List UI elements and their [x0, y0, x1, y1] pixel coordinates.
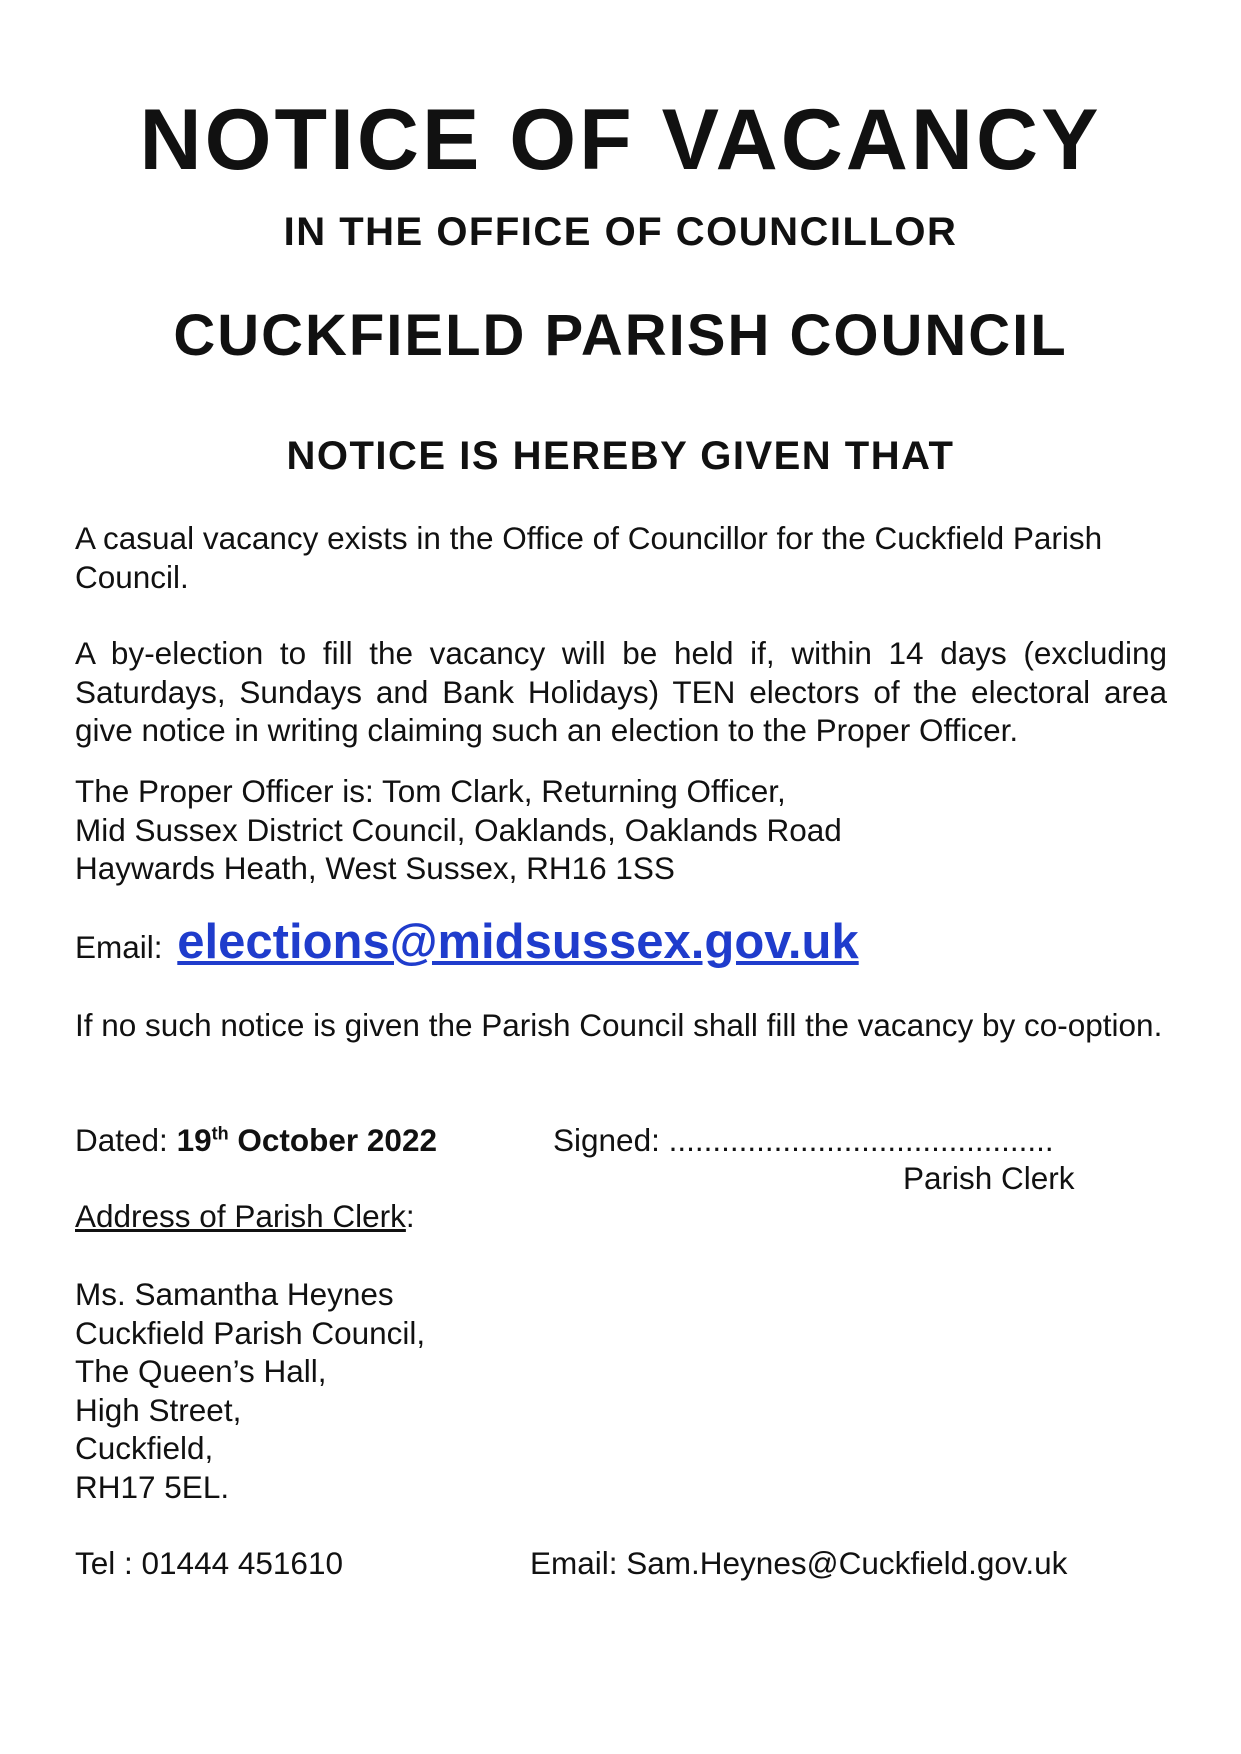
date-suffix: th: [211, 1123, 229, 1144]
council-name: CUCKFIELD PARISH COUNCIL: [173, 303, 1068, 368]
elections-email-line: [75, 912, 1167, 977]
clerk-email: Email: Sam.Heynes@Cuckfield.gov.uk: [530, 1545, 1068, 1581]
vacancy-paragraph: A casual vacancy exists in the Office of Councillor for the Cuckfield Parish Council.: [75, 520, 1103, 595]
proper-officer-line: The Proper Officer is: Tom Clark, Returning Officer,: [75, 773, 786, 809]
clerk-telephone: Tel : 01444 451610: [75, 1545, 343, 1581]
address-heading: [75, 1197, 1167, 1236]
signatory-role: Parish Clerk: [903, 1160, 1075, 1196]
dated-label: Dated:: [75, 1122, 168, 1158]
proper-officer-block: [75, 772, 1167, 888]
page-title: NOTICE OF VACANCY: [139, 92, 1102, 188]
email-label: Email:: [75, 929, 163, 965]
elections-email-link[interactable]: elections@midsussex.gov.uk: [177, 915, 859, 969]
address-line: Cuckfield,: [75, 1430, 214, 1466]
address-line: Cuckfield Parish Council,: [75, 1314, 426, 1351]
by-election-paragraph: A by-election to fill the vacancy will be held if, within 14 days (excluding Saturdays, Sundays and Bank Holidays) TEN electors of the electoral area give notice in writing claiming such an election to the Proper Officer.: [75, 635, 1167, 748]
co-option-paragraph: If no such notice is given the Parish Council shall fill the vacancy by co-option.: [75, 1007, 1163, 1043]
address-line: Ms. Samantha Heynes: [75, 1276, 394, 1312]
proper-officer-line: Haywards Heath, West Sussex, RH16 1SS: [75, 850, 675, 886]
clerk-address: [75, 1275, 1167, 1506]
address-heading-text: Address of Parish Clerk: [75, 1198, 406, 1234]
date-value: [177, 1122, 437, 1158]
proper-officer-line: Mid Sussex District Council, Oaklands, Oaklands Road: [75, 811, 842, 848]
notice-heading: NOTICE IS HEREBY GIVEN THAT: [286, 434, 955, 478]
address-line: The Queen’s Hall,: [75, 1353, 327, 1389]
signed-label: Signed:: [553, 1122, 660, 1158]
address-line: High Street,: [75, 1391, 242, 1428]
date-day: 19: [176, 1122, 212, 1158]
address-line: RH17 5EL.: [75, 1468, 230, 1505]
signed-line: [553, 1121, 1113, 1160]
date-rest: October 2022: [237, 1122, 437, 1158]
address-heading-colon: :: [405, 1198, 415, 1234]
signature-dots: ............................................: [668, 1122, 1054, 1158]
page-subtitle: IN THE OFFICE OF COUNCILLOR: [283, 210, 958, 254]
